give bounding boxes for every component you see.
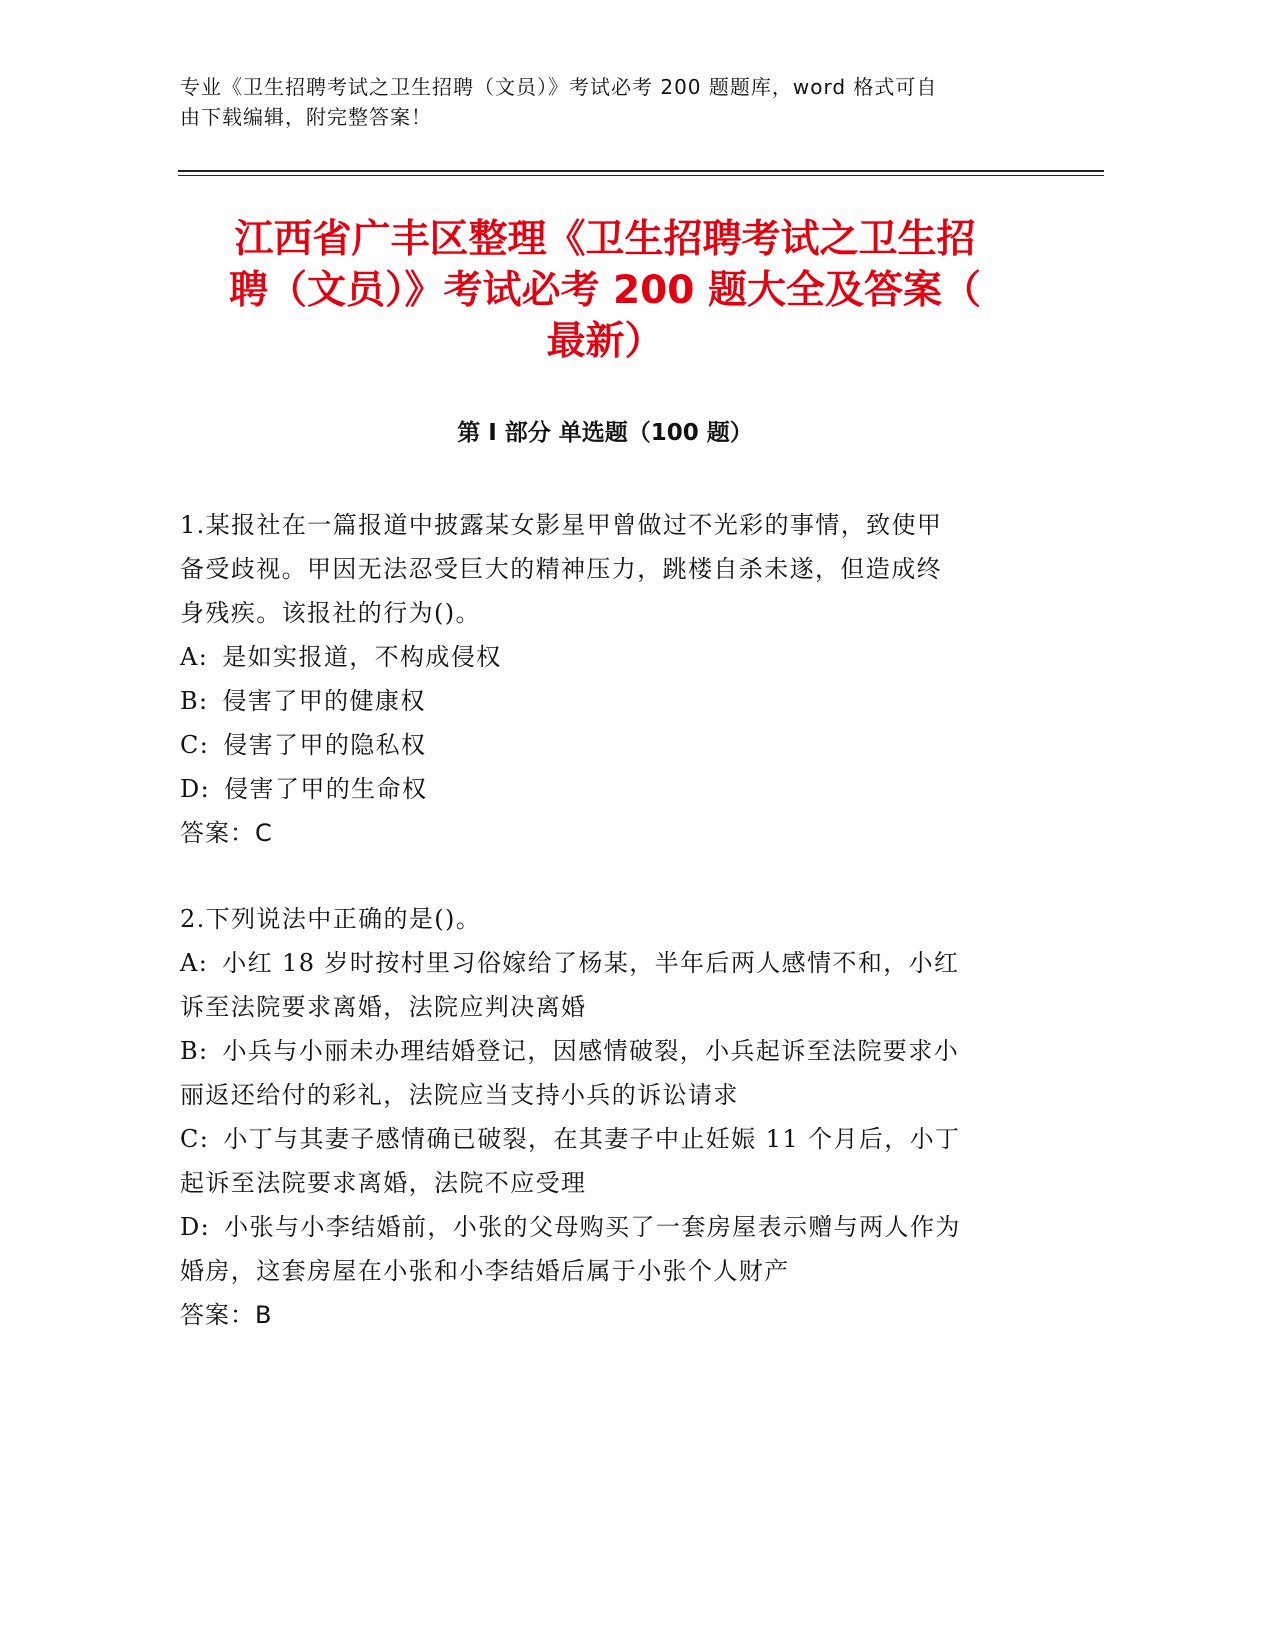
- option-d: [180, 767, 1030, 811]
- document-header-note: [180, 72, 1030, 132]
- header-divider-top: [178, 170, 1104, 172]
- option-a-continuation: 诉至法院要求离婚，法院应判决离婚: [180, 993, 587, 1021]
- option-d-continuation: 婚房，这套房屋在小张和小李结婚后属于小张个人财产: [180, 1257, 790, 1285]
- option-c: [180, 723, 1030, 767]
- question-stem-line: 1.某报社在一篇报道中披露某女影星甲曾做过不光彩的事情，致使甲: [180, 511, 943, 539]
- option-key: D:: [180, 775, 211, 803]
- option-key: A:: [180, 949, 209, 977]
- option-b: [180, 1029, 1030, 1073]
- option-c: [180, 1117, 1030, 1161]
- question-1: [180, 503, 1030, 855]
- option-key: B:: [180, 1037, 209, 1065]
- option-c-continuation: 起诉至法院要求离婚，法院不应受理: [180, 1169, 587, 1197]
- document-title: [180, 214, 1030, 367]
- option-b-continuation: 丽返还给付的彩礼，法院应当支持小兵的诉讼请求: [180, 1081, 739, 1109]
- title-line: 江西省广丰区整理《卫生招聘考试之卫生招: [234, 217, 976, 262]
- option-d: [180, 1205, 1030, 1249]
- question-stem-line: 2.下列说法中正确的是()。: [180, 905, 482, 933]
- option-key: C:: [180, 731, 210, 759]
- option-text: 小兵与小丽未办理结婚登记，因感情破裂，小兵起诉至法院要求小: [222, 1037, 960, 1065]
- option-text: 侵害了甲的生命权: [224, 775, 428, 803]
- option-key: B:: [180, 687, 209, 715]
- option-text: 小丁与其妻子感情确已破裂，在其妻子中止妊娠 11 个月后，小丁: [223, 1125, 961, 1153]
- option-text: 是如实报道，不构成侵权: [222, 643, 502, 671]
- title-line: 聘（文员）》考试必考 200 题大全及答案（: [228, 268, 982, 313]
- question-stem-line: 身残疾。该报社的行为()。: [180, 599, 481, 627]
- header-divider-bottom: [178, 175, 1104, 176]
- question-list: [180, 503, 1030, 1379]
- option-text: 侵害了甲的隐私权: [223, 731, 427, 759]
- option-text: 小张与小李结婚前，小张的父母购买了一套房屋表示赠与两人作为: [224, 1213, 961, 1241]
- title-line: 最新）: [546, 319, 664, 364]
- header-note-line: 由下载编辑，附完整答案！: [180, 105, 432, 129]
- option-a: [180, 635, 1030, 679]
- option-key: C:: [180, 1125, 210, 1153]
- question-2: [180, 897, 1030, 1337]
- option-key: A:: [180, 643, 209, 671]
- answer-line: 答案：B: [180, 1301, 273, 1329]
- option-a: [180, 941, 1030, 985]
- option-text: 侵害了甲的健康权: [222, 687, 426, 715]
- option-b: [180, 679, 1030, 723]
- section-heading: 第 I 部分 单选题（100 题）: [457, 420, 753, 446]
- answer-line: 答案：C: [180, 819, 273, 847]
- option-key: D:: [180, 1213, 211, 1241]
- question-stem-line: 备受歧视。甲因无法忍受巨大的精神压力，跳楼自杀未遂，但造成终: [180, 555, 942, 583]
- header-note-line: 专业《卫生招聘考试之卫生招聘（文员）》考试必考 200 题题库，word 格式可自: [180, 75, 938, 99]
- option-text: 小红 18 岁时按村里习俗嫁给了杨某，半年后两人感情不和，小红: [222, 949, 960, 977]
